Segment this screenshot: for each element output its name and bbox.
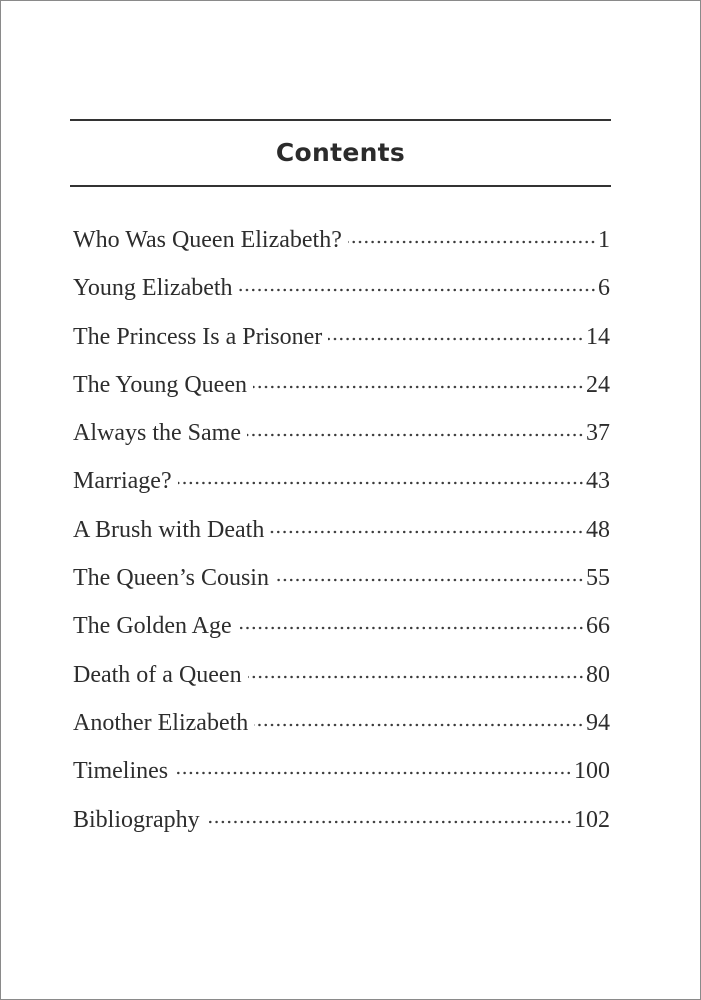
top-rule bbox=[70, 119, 611, 121]
toc-entry-title: The Queen’s Cousin bbox=[73, 565, 269, 592]
toc-entry bbox=[73, 513, 610, 561]
toc-entry-title: Timelines bbox=[73, 758, 169, 785]
toc-entry-page: 43 bbox=[586, 468, 610, 495]
toc-entry-page: 6 bbox=[598, 275, 610, 302]
toc-entry-page: 37 bbox=[586, 420, 610, 447]
toc-entry-title: The Young Queen bbox=[73, 371, 247, 398]
table-of-contents bbox=[73, 223, 610, 851]
toc-dot-leader bbox=[239, 268, 596, 292]
toc-dot-leader bbox=[178, 461, 584, 485]
toc-dot-leader bbox=[253, 365, 584, 389]
toc-dot-leader bbox=[238, 606, 584, 630]
toc-dot-leader bbox=[348, 220, 596, 244]
toc-entry bbox=[73, 416, 610, 464]
toc-dot-leader bbox=[328, 317, 584, 341]
toc-entry-title: Another Elizabeth bbox=[73, 709, 249, 736]
contents-heading: Contents bbox=[275, 138, 406, 167]
toc-entry-title: A Brush with Death bbox=[73, 516, 265, 543]
toc-entry-page: 24 bbox=[586, 371, 610, 398]
bottom-rule bbox=[70, 185, 611, 187]
toc-entry bbox=[73, 223, 610, 271]
toc-entry bbox=[73, 609, 610, 657]
toc-dot-leader bbox=[206, 800, 572, 824]
toc-entry-title: Marriage? bbox=[73, 468, 172, 495]
toc-entry bbox=[73, 561, 610, 609]
toc-dot-leader bbox=[247, 413, 584, 437]
toc-entry-page: 1 bbox=[598, 227, 610, 253]
toc-entry-page: 14 bbox=[586, 323, 610, 350]
toc-entry bbox=[73, 464, 610, 512]
toc-dot-leader bbox=[275, 558, 584, 582]
toc-entry-page: 80 bbox=[586, 661, 610, 688]
toc-entry-page: 100 bbox=[574, 758, 610, 785]
toc-entry-title: Death of a Queen bbox=[73, 661, 242, 688]
toc-entry-title: The Golden Age bbox=[73, 613, 232, 640]
toc-entry bbox=[73, 803, 610, 851]
toc-entry-title: Who Was Queen Elizabeth? bbox=[73, 227, 342, 253]
toc-entry bbox=[73, 754, 610, 802]
toc-entry-title: Always the Same bbox=[73, 420, 241, 447]
toc-entry-title: Bibliography bbox=[73, 806, 200, 833]
toc-entry-title: Young Elizabeth bbox=[73, 275, 233, 302]
toc-dot-leader bbox=[270, 510, 584, 534]
toc-entry bbox=[73, 706, 610, 754]
toc-entry-page: 66 bbox=[586, 613, 610, 640]
toc-entry bbox=[73, 658, 610, 706]
toc-entry-page: 55 bbox=[586, 565, 610, 592]
toc-dot-leader bbox=[254, 703, 584, 727]
toc-dot-leader bbox=[248, 655, 584, 679]
toc-entry-page: 94 bbox=[586, 709, 610, 736]
toc-entry bbox=[73, 368, 610, 416]
toc-dot-leader bbox=[174, 751, 572, 775]
toc-entry-title: The Princess Is a Prisoner bbox=[73, 323, 323, 350]
toc-entry bbox=[73, 320, 610, 368]
toc-entry bbox=[73, 271, 610, 319]
toc-entry-page: 102 bbox=[574, 806, 610, 833]
toc-entry-page: 48 bbox=[586, 516, 610, 543]
